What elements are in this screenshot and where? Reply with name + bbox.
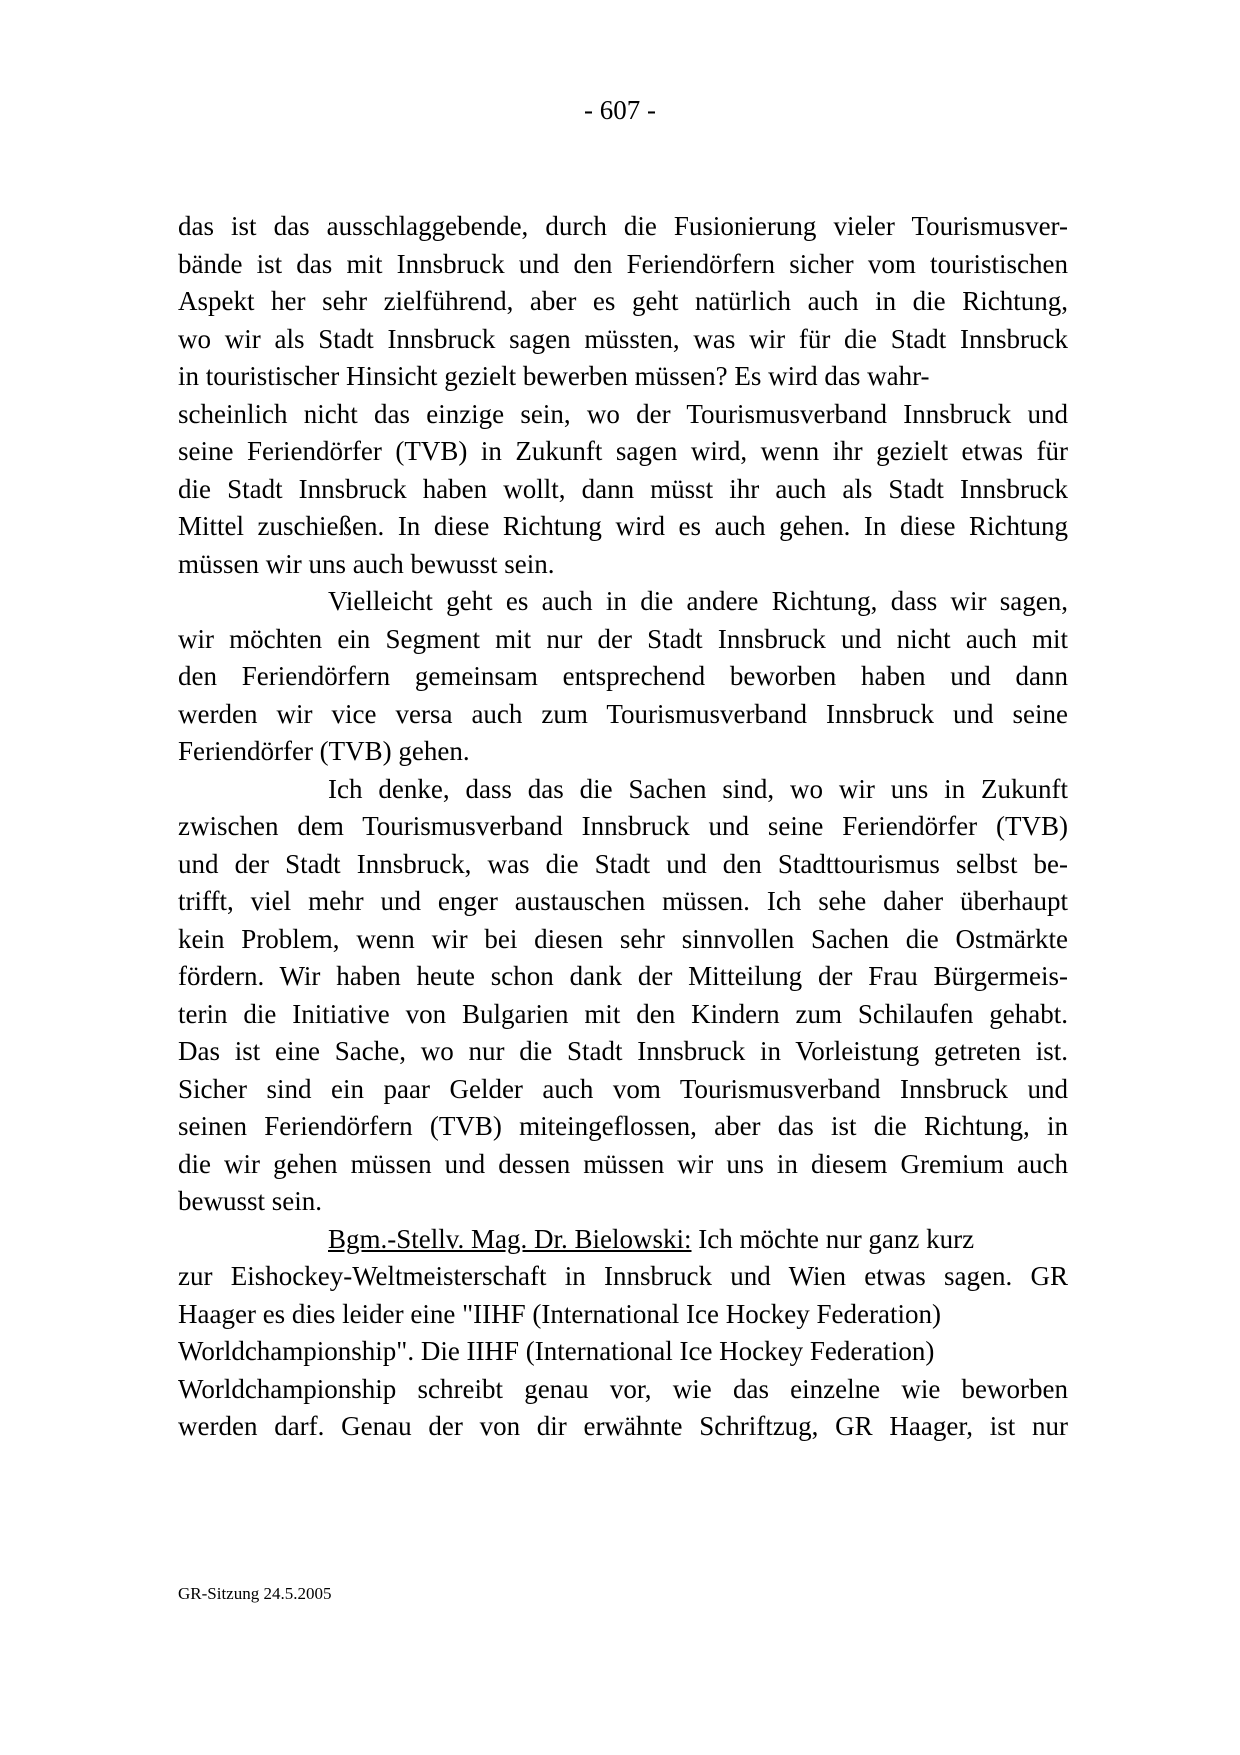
text-line: terin die Initiative von Bulgarien mit den Kindern zum Schilaufen gehabt. (178, 998, 1068, 1029)
text-line: werden darf. Genau der von dir erwähnte Schriftzug, GR Haager, ist nur (178, 1411, 1068, 1441)
text-line: zur Eishockey-Weltmeisterschaft in Innsbruck und Wien etwas sagen. GR (178, 1261, 1068, 1291)
text-line: Mittel zuschießen. In diese Richtung wird es auch gehen. In diese Richtung (178, 511, 1068, 541)
text-line: müssen wir uns auch bewusst sein. (178, 548, 555, 579)
text-line: die Stadt Innsbruck haben wollt, dann müsst ihr auch als Stadt Innsbruck (178, 473, 1068, 504)
text-line: das ist das ausschlaggebende, durch die Fusionierung vieler Tourismusver- (178, 211, 1068, 241)
speaker-text: Ich möchte nur ganz kurz (691, 1223, 975, 1254)
text-line: Das ist eine Sache, wo nur die Stadt Innsbruck in Vorleistung getreten ist. (178, 1036, 1068, 1066)
speaker-name: Bgm.-Stellv. Mag. Dr. Bielowski: (328, 1223, 692, 1254)
text-line: Worldchampionship". Die IIHF (International Ice Hockey Federation) (178, 1336, 935, 1366)
text-line: Ich denke, dass das die Sachen sind, wo wir uns in Zukunft (328, 773, 1068, 804)
text-line: kein Problem, wenn wir bei diesen sehr sinnvollen Sachen die Ostmärkte (178, 923, 1068, 954)
text-line: in touristischer Hinsicht gezielt bewerben müssen? Es wird das wahr- (178, 361, 930, 391)
text-line: Feriendörfer (TVB) gehen. (178, 736, 470, 766)
text-line: bewusst sein. (178, 1186, 322, 1216)
text-line: trifft, viel mehr und enger austauschen müssen. Ich sehe daher überhaupt (178, 886, 1068, 916)
text-line: seine Feriendörfer (TVB) in Zukunft sagen wird, wenn ihr gezielt etwas für (178, 436, 1068, 466)
text-line: fördern. Wir haben heute schon dank der Mitteilung der Frau Bürgermeis- (178, 961, 1068, 991)
text-line: Aspekt her sehr zielführend, aber es geht natürlich auch in die Richtung, (178, 286, 1068, 316)
page-footer: GR-Sitzung 24.5.2005 (178, 1584, 332, 1603)
text-line: seinen Feriendörfern (TVB) miteingeflossen, aber das ist die Richtung, in (178, 1111, 1068, 1141)
text-line: wo wir als Stadt Innsbruck sagen müssten, was wir für die Stadt Innsbruck (178, 323, 1068, 354)
document-body (178, 208, 1068, 1446)
text-line: zwischen dem Tourismusverband Innsbruck und seine Feriendörfer (TVB) (178, 811, 1068, 841)
text-line: werden wir vice versa auch zum Tourismusverband Innsbruck und seine (178, 698, 1068, 729)
text-line: Sicher sind ein paar Gelder auch vom Tourismusverband Innsbruck und (178, 1073, 1068, 1104)
text-line: scheinlich nicht das einzige sein, wo der Tourismusverband Innsbruck und (178, 398, 1068, 429)
text-line: Vielleicht geht es auch in die andere Richtung, dass wir sagen, (328, 586, 1068, 616)
text-line: Worldchampionship schreibt genau vor, wie das einzelne wie beworben (178, 1373, 1068, 1404)
text-line: wir möchten ein Segment mit nur der Stadt Innsbruck und nicht auch mit (178, 623, 1068, 654)
text-line: bände ist das mit Innsbruck und den Feriendörfern sicher vom touristischen (178, 248, 1068, 279)
text-line: die wir gehen müssen und dessen müssen wir uns in diesem Gremium auch (178, 1148, 1068, 1179)
text-line: Haager es dies leider eine "IIHF (International Ice Hockey Federation) (178, 1298, 941, 1329)
text-line: den Feriendörfern gemeinsam entsprechend beworben haben und dann (178, 661, 1068, 691)
page-number: - 607 - (584, 95, 656, 125)
text-line: und der Stadt Innsbruck, was die Stadt und den Stadttourismus selbst be- (178, 848, 1068, 879)
speaker-line (178, 1221, 1068, 1259)
